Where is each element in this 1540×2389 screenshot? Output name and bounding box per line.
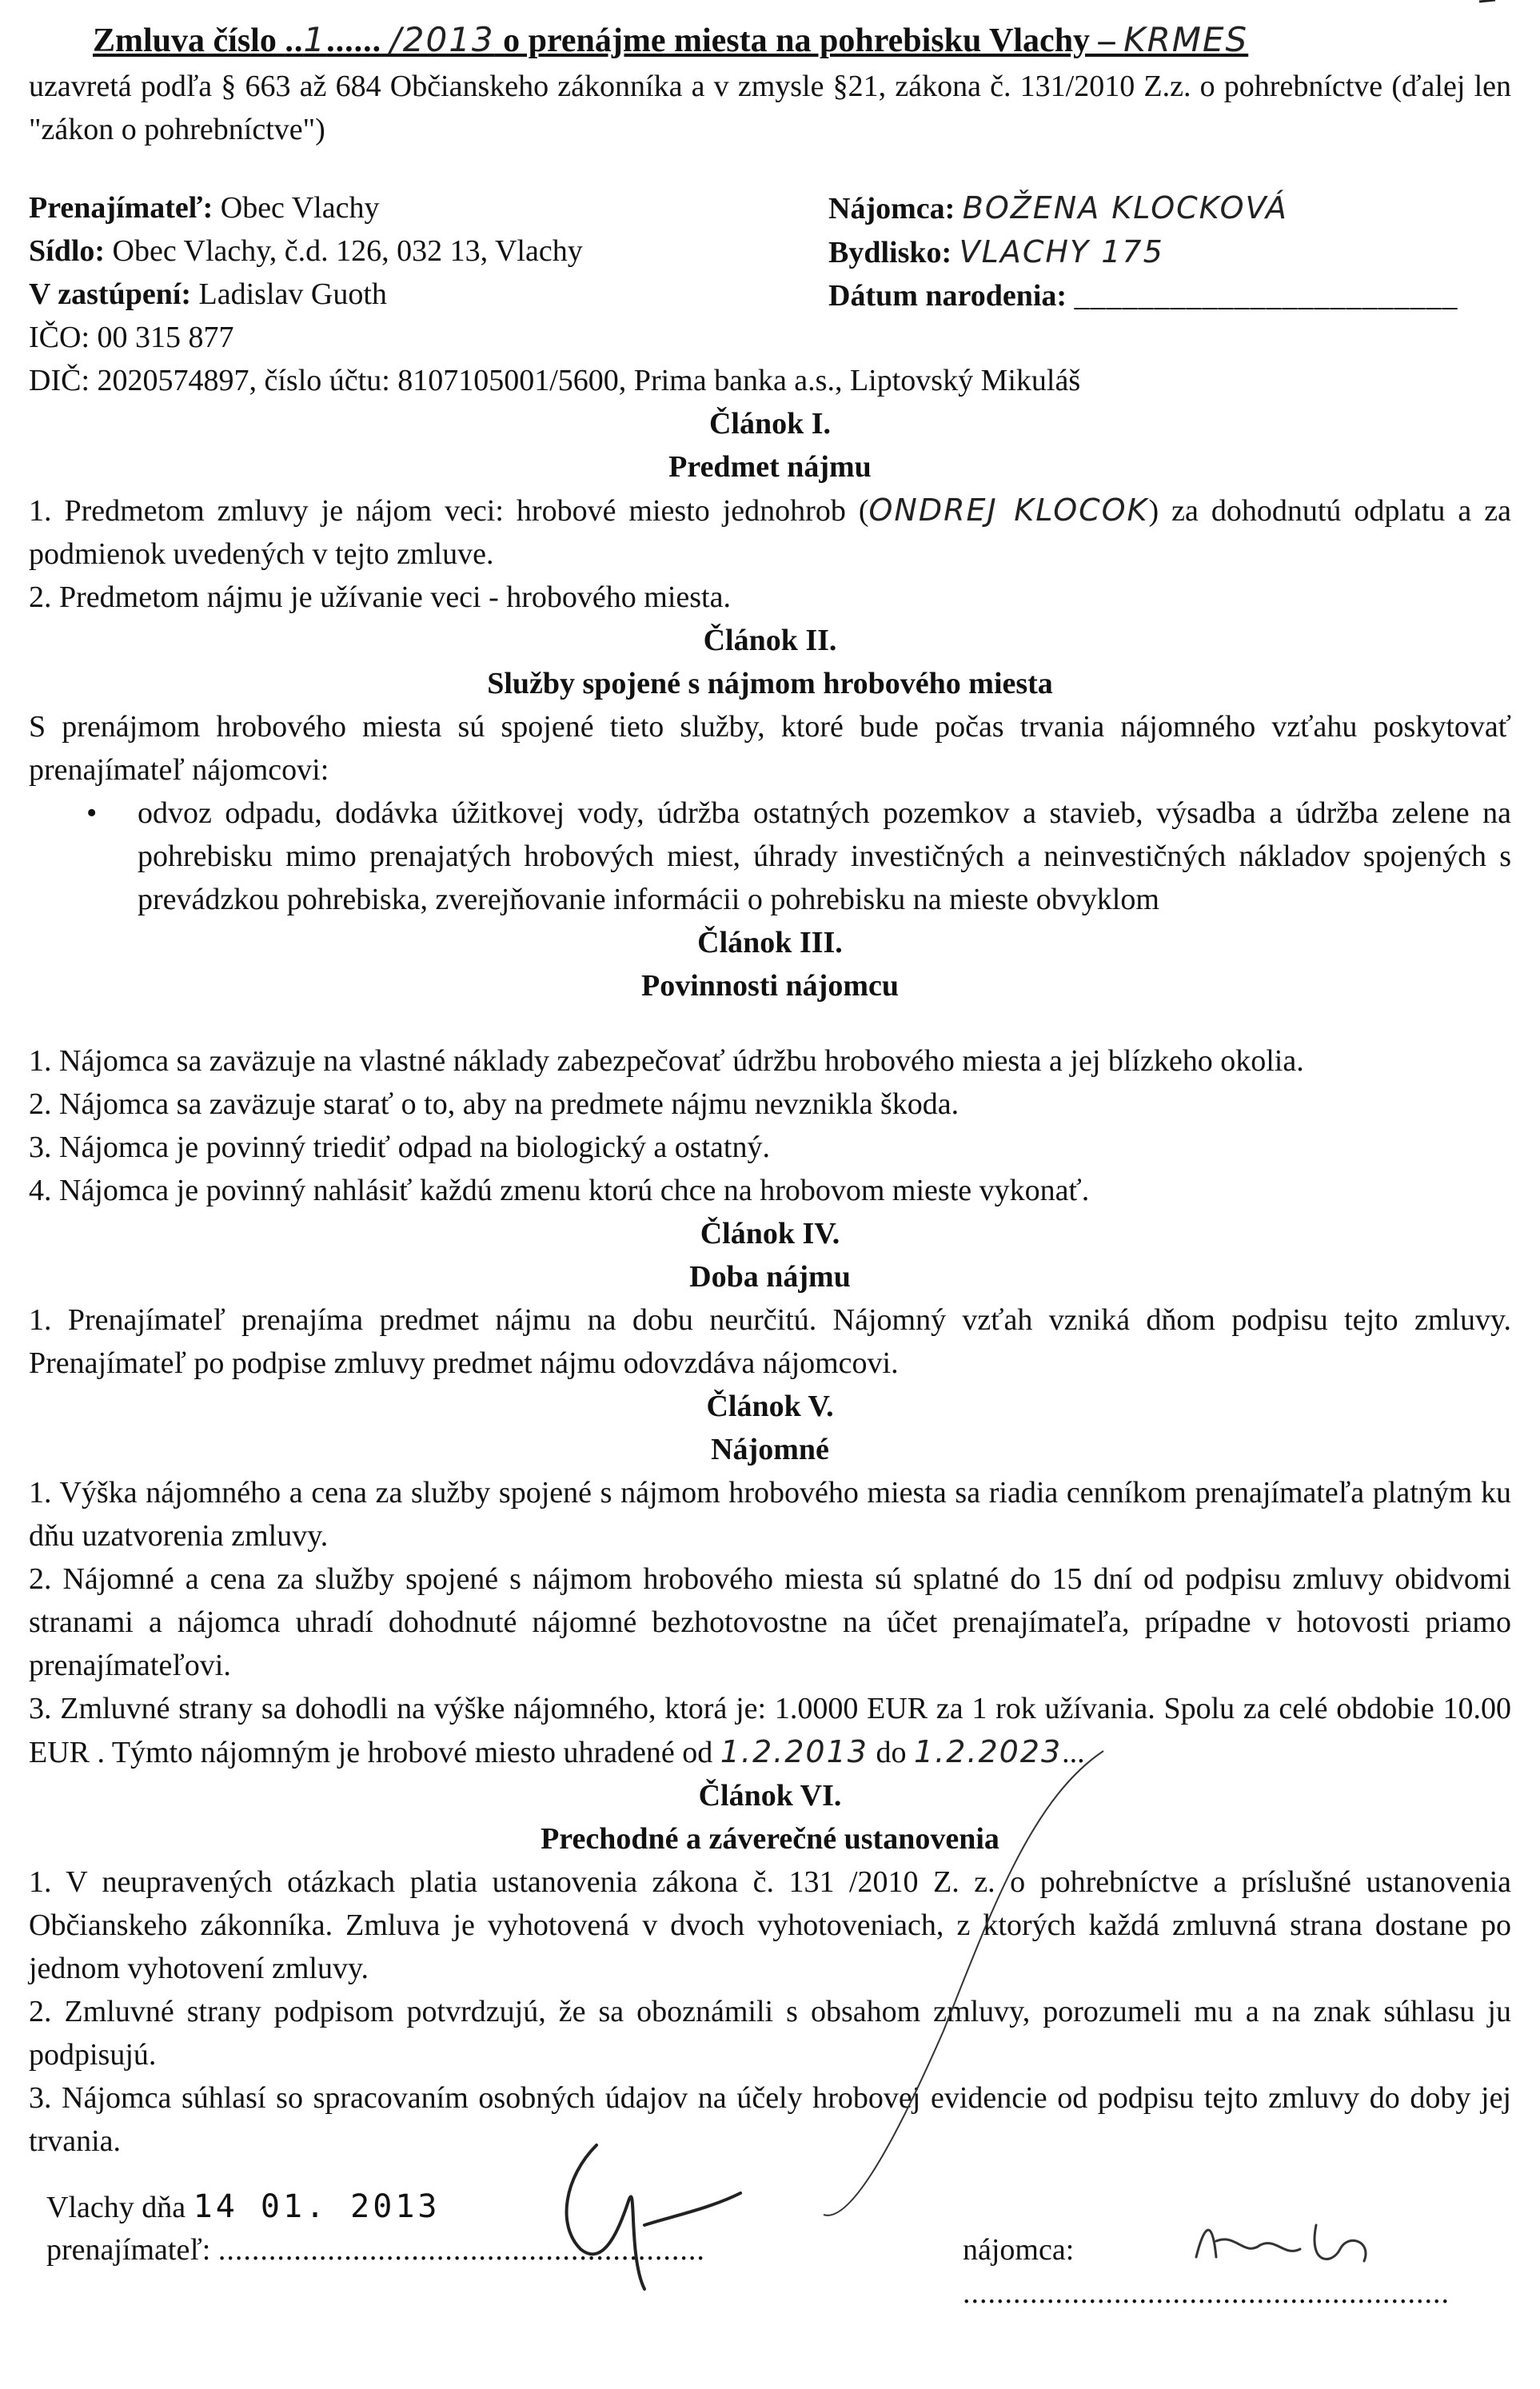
- title-dots-2: ......: [326, 22, 382, 59]
- art1-subheading: Predmet nájmu: [668, 450, 872, 484]
- lessee-line: [828, 186, 1511, 230]
- services-list-item: • odvoz odpadu, dodávka úžitkovej vody, údržba ostatných pozemkov a stavieb, výsadba a údržba zelene na pohrebisku mimo prenajatých hrobových miest, úhrady investičných a neinvestičných nákladov spojených s prevádzkou pohrebiska, zverejňovanie informácii o pohrebisku na mieste obvyklom: [29, 792, 1511, 921]
- art3-p4: 4. Nájomca je povinný nahlásiť každú zmenu ktorú chce na hrobovom mieste vykonať.: [29, 1174, 1090, 1207]
- contract-document: [29, 16, 1511, 2313]
- address-line: [828, 230, 1511, 274]
- dic-line: DIČ: 2020574897, číslo účtu: 8107105001/5600, Prima banka a.s., Liptovský Mikuláš: [29, 364, 1081, 397]
- rep-value: Ladislav Guoth: [198, 277, 387, 311]
- lessor-block: [29, 186, 828, 359]
- art3-heading: Článok III.: [697, 926, 843, 959]
- art1-p1: [29, 489, 1511, 576]
- address-label: Bydlisko:: [828, 236, 952, 269]
- art4-subheading: Doba nájmu: [689, 1260, 851, 1294]
- intro-text: uzavretá podľa § 663 až 684 Občianskeho zákonníka a v zmysle §21, zákona č. 131/2010 Z.z. o pohrebníctve (ďalej len "zákon o pohrebníctve"): [29, 70, 1511, 146]
- lessee-block: [828, 186, 1511, 359]
- rep-label: V zastúpení:: [29, 277, 192, 311]
- dob-blank: ________________________: [1074, 279, 1458, 313]
- art2-subheading: Služby spojené s nájmom hrobového miesta: [487, 667, 1053, 700]
- lessee-signature-dots: ..........................................................: [963, 2276, 1450, 2310]
- signature-block: [29, 2185, 1511, 2313]
- art1-p1-b: ) za dohodnutú odplatu a za podmienok uvedených v tejto zmluve.: [29, 494, 1511, 571]
- contract-title: [93, 16, 1511, 65]
- lessor-signature-label: prenajímateľ:: [46, 2233, 218, 2267]
- seat-value: Obec Vlachy, č.d. 126, 032 13, Vlachy: [112, 234, 583, 268]
- lessee-name-handwritten: BOŽENA KLOCKOVÁ: [962, 190, 1288, 225]
- art6-p2: 2. Zmluvné strany podpisom potvrdzujú, že sa oboznámili s obsahom zmluvy, porozumeli mu a na znak súhlasu ju podpisujú.: [29, 1995, 1511, 2072]
- art6-p3: 3. Nájomca súhlasí so spracovaním osobných údajov na účely hrobovej evidencie od podpisu tejto zmluvy do doby jej trvania.: [29, 2081, 1511, 2158]
- date-to-handwritten: 1.2.2023: [913, 1734, 1063, 1769]
- lessor-value: Obec Vlachy: [220, 191, 380, 225]
- lessee-signature-label: nájomca:: [963, 2233, 1075, 2267]
- date-from-handwritten: 1.2.2013: [720, 1734, 868, 1769]
- art5-p2: 2. Nájomné a cena za služby spojené s nájmom hrobového miesta sú splatné do 15 dní od podpisu zmluvy obidvomi stranami a nájomca uhradí dohodnuté nájomné bezhotovostne na účet prenajímateľa, prípadne v hotovosti priamo prenajímateľovi.: [29, 1562, 1511, 1682]
- place-label: Vlachy dňa: [46, 2191, 193, 2224]
- art5-p3-a: 3. Zmluvné strany sa dohodli na výške nájomného, ktorá je: 1.0000 EUR za 1 rok užívania. Spolu za celé obdobie 10.00 EUR . Týmto nájomným je hrobové miesto uhradené od: [29, 1692, 1511, 1769]
- address-handwritten: VLACHY 175: [959, 234, 1164, 269]
- art2-heading: Článok II.: [703, 624, 837, 657]
- art5-heading: Článok V.: [706, 1390, 834, 1423]
- title-text: o prenájme miesta na pohrebisku Vlachy –: [494, 22, 1124, 59]
- art3-p2: 2. Nájomca sa zaväzuje starať o to, aby na predmete nájmu nevznikla škoda.: [29, 1087, 960, 1121]
- art6-subheading: Prechodné a záverečné ustanovenia: [541, 1822, 999, 1856]
- title-prefix: Zmluva číslo: [93, 22, 285, 59]
- seat-line: [29, 229, 828, 273]
- lessor-signature-image: [549, 2129, 756, 2313]
- art3-subheading: Povinnosti nájomcu: [641, 969, 899, 1003]
- art2-intro: S prenájmom hrobového miesta sú spojené tieto služby, ktoré bude počas trvania nájomného vzťahu poskytovať prenajímateľ nájomcovi:: [29, 710, 1511, 787]
- art5-p1: 1. Výška nájomného a cena za služby spojené s nájmom hrobového miesta sa riadia cenníkom prenajímateľa platným ku dňu uzatvorenia zmluvy.: [29, 1476, 1511, 1553]
- art1-heading: Článok I.: [708, 407, 832, 441]
- art3-p3: 3. Nájomca je povinný triediť odpad na biologický a ostatný.: [29, 1131, 770, 1164]
- art4-p1: 1. Prenajímateľ prenajíma predmet nájmu na dobu neurčitú. Nájomný vzťah vzniká dňom podpisu tejto zmluvy. Prenajímateľ po podpise zmluvy predmet nájmu odovzdáva nájomcovi.: [29, 1303, 1511, 1380]
- art5-p3: [29, 1687, 1511, 1774]
- lessor-signature-dots: ..........................................................: [217, 2233, 705, 2267]
- title-name-handwritten: KRMES: [1123, 20, 1249, 59]
- dob-label: Dátum narodenia:: [828, 279, 1067, 313]
- art5-p3-mid: do: [868, 1736, 914, 1769]
- place-date-line: [46, 2185, 441, 2229]
- art1-p2: 2. Predmetom nájmu je užívanie veci - hrobového miesta.: [29, 580, 731, 614]
- parties-block: [29, 186, 1511, 359]
- art4-heading: Článok IV.: [700, 1217, 840, 1250]
- lessor-label: Prenajímateľ:: [29, 191, 213, 225]
- ico-line: IČO: 00 315 877: [29, 321, 234, 354]
- art5-subheading: Nájomné: [711, 1433, 829, 1466]
- art3-p1: 1. Nájomca sa zaväzuje na vlastné náklady zabezpečovať údržbu hrobového miesta a jej blízkeho okolia.: [29, 1044, 1304, 1078]
- art6-p1: 1. V neupravených otázkach platia ustanovenia zákona č. 131 /2010 Z. z. o pohrebníctve a príslušné ustanovenia Občianskeho zákonníka. Zmluva je vyhotovená v dvoch vyhotoveniach, z ktorých každá zmluvná strana dostane po jednom vyhotovení zmluvy.: [29, 1865, 1511, 1985]
- dob-line: [828, 274, 1511, 317]
- lessee-signature-image: [1180, 2201, 1388, 2281]
- deceased-name-handwritten: ONDREJ KLOCOK: [868, 493, 1149, 528]
- lessor-line: [29, 186, 828, 229]
- contract-year-handwritten: /2013: [389, 20, 495, 59]
- title-dots: ..: [285, 22, 304, 59]
- seat-label: Sídlo:: [29, 234, 106, 268]
- art6-heading: Článok VI.: [698, 1779, 842, 1813]
- art1-p1-a: 1. Predmetom zmluvy je nájom veci: hrobové miesto jednohrob (: [29, 494, 869, 528]
- art5-p3-end: ...: [1062, 1736, 1085, 1769]
- date-stamp: 14 01. 2013: [193, 2188, 441, 2225]
- rep-line: [29, 273, 828, 316]
- contract-number-handwritten: 1: [303, 20, 327, 59]
- services-list: [29, 792, 1511, 921]
- spacer: [29, 1007, 1511, 1039]
- lessee-label: Nájomca:: [828, 192, 956, 225]
